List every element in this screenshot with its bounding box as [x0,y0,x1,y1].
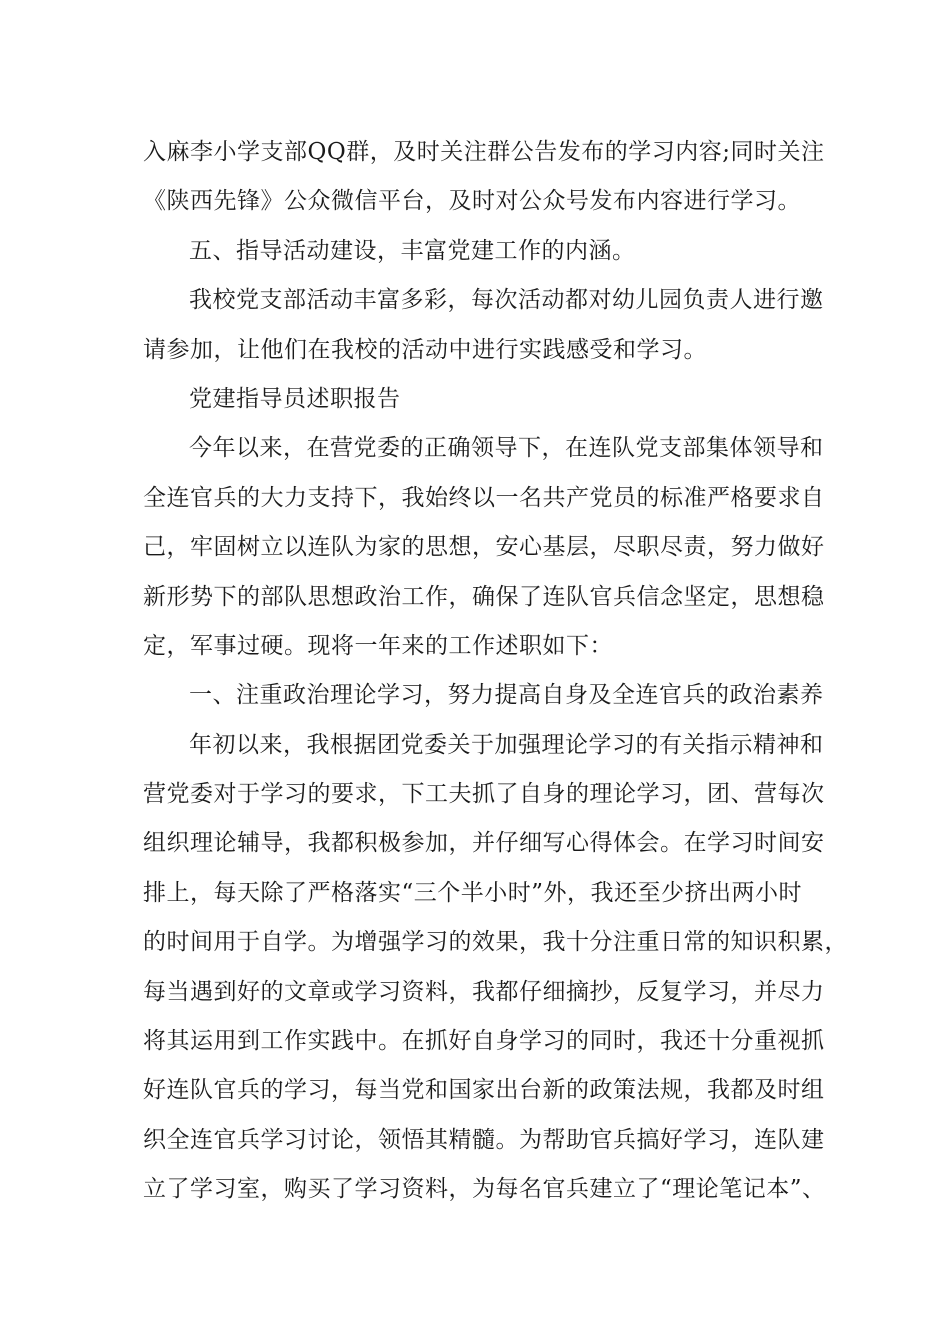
text-line: 的时间用于自学。为增强学习的效果，我十分注重日常的知识积累， [143,929,848,956]
text-line: 请参加，让他们在我校的活动中进行实践感受和学习。 [143,336,707,363]
text-line: 《陕西先锋》公众微信平台，及时对公众号发布内容进行学习。 [143,188,801,215]
text-line: 入麻李小学支部QQ群，及时关注群公告发布的学习内容;同时关注 [143,139,825,165]
text-line: 己，牢固树立以连队为家的思想，安心基层，尽职尽责，努力做好 [143,534,825,561]
document-body [0,128,950,1215]
text-line: 织全连官兵学习讨论，领悟其精髓。为帮助官兵搞好学习，连队建 [143,1126,825,1153]
text-line: 每当遇到好的文章或学习资料，我都仔细摘抄，反复学习，并尽力 [143,978,825,1005]
text-line: 立了学习室，购买了学习资料，为每名官兵建立了“理论笔记本”、 [143,1176,826,1203]
section-heading: 五、指导活动建设，丰富党建工作的内涵。 [189,237,636,264]
report-title: 党建指导员述职报告 [189,385,401,412]
text-line: 定，军事过硬。现将一年来的工作述职如下： [143,632,613,659]
text-line: 营党委对于学习的要求，下工夫抓了自身的理论学习，团、营每次 [143,781,825,808]
text-line: 今年以来，在营党委的正确领导下，在连队党支部集体领导和 [189,435,824,462]
text-line: 年初以来，我根据团党委关于加强理论学习的有关指示精神和 [189,731,824,758]
text-line: 全连官兵的大力支持下，我始终以一名共产党员的标准严格要求自 [143,484,825,511]
text-line: 将其运用到工作实践中。在抓好自身学习的同时，我还十分重视抓 [143,1028,825,1055]
section-heading: 一、注重政治理论学习，努力提高自身及全连官兵的政治素养 [189,682,824,709]
text-line: 新形势下的部队思想政治工作，确保了连队官兵信念坚定，思想稳 [143,583,825,610]
text-line: 我校党支部活动丰富多彩，每次活动都对幼儿园负责人进行邀 [189,287,824,314]
text-line: 排上，每天除了严格落实“三个半小时”外，我还至少挤出两小时 [143,879,803,906]
text-line: 组织理论辅导，我都积极参加，并仔细写心得体会。在学习时间安 [143,830,825,857]
text-line: 好连队官兵的学习，每当党和国家出台新的政策法规，我都及时组 [143,1077,825,1104]
